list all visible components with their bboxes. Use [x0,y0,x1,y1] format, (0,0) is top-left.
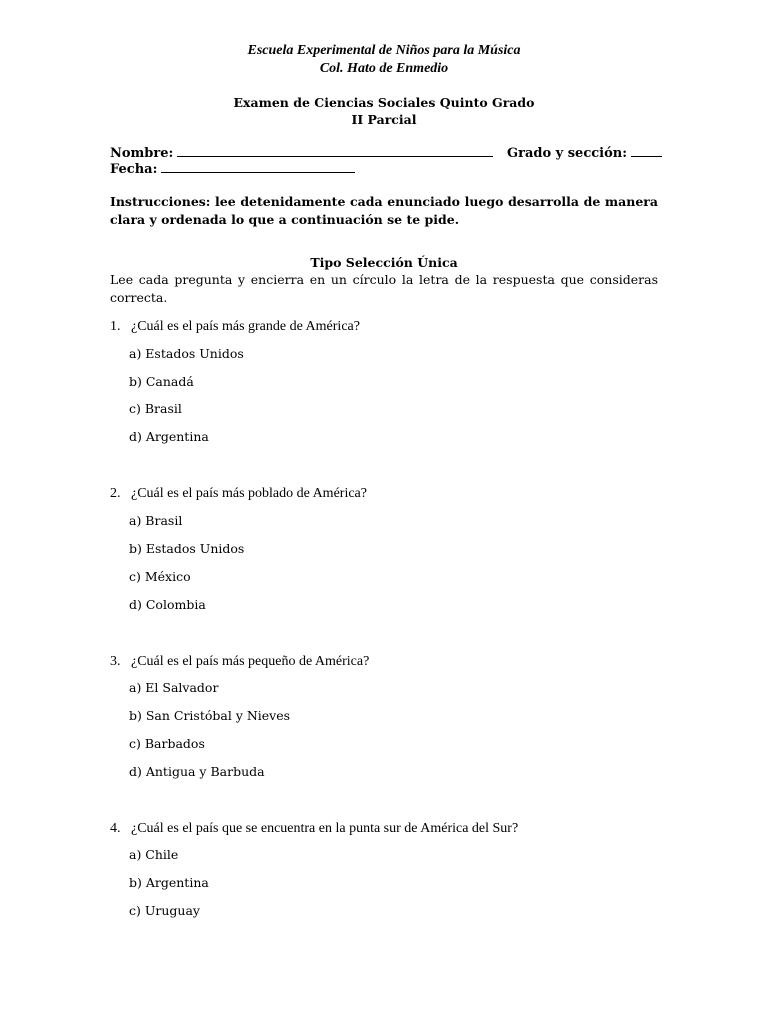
school-colony: Col. Hato de Enmedio [319,61,449,76]
exam-title: Examen de Ciencias Sociales Quinto Grado [233,95,535,110]
date-field-row [110,161,355,178]
question-number: 2. [110,486,121,501]
question-2 [110,485,367,502]
grade-field-row [507,145,662,162]
school-name: Escuela Experimental de Niños para la Música [247,43,521,58]
grade-label: Grado y sección: [507,146,628,161]
option-2a[interactable]: a) Brasil [129,513,183,528]
option-4c[interactable]: c) Uruguay [129,903,200,918]
question-1 [110,318,360,335]
question-number: 3. [110,654,121,669]
question-4 [110,820,518,837]
question-3 [110,653,369,670]
option-1d[interactable]: d) Argentina [129,429,209,444]
question-number: 1. [110,319,121,334]
option-3d[interactable]: d) Antigua y Barbuda [129,764,265,779]
date-label: Fecha: [110,162,158,177]
option-4a[interactable]: a) Chile [129,847,179,862]
name-blank-line [177,145,493,157]
question-number: 4. [110,821,121,836]
question-text: ¿Cuál es el país más poblado de América? [131,486,367,501]
option-3c[interactable]: c) Barbados [129,736,205,751]
exam-partial: II Parcial [351,112,417,127]
option-2c[interactable]: c) México [129,569,191,584]
grade-blank-line [631,145,662,157]
name-field-row [110,145,493,162]
option-2d[interactable]: d) Colombia [129,597,206,612]
question-text: ¿Cuál es el país que se encuentra en la punta sur de América del Sur? [131,821,519,836]
option-3b[interactable]: b) San Cristóbal y Nieves [129,708,291,723]
date-blank-line [161,161,355,173]
option-3a[interactable]: a) El Salvador [129,680,219,695]
option-4b[interactable]: b) Argentina [129,875,209,890]
option-1b[interactable]: b) Canadá [129,374,194,389]
section-title: Tipo Selección Única [310,255,458,270]
question-text: ¿Cuál es el país más pequeño de América? [131,654,370,669]
option-1c[interactable]: c) Brasil [129,401,182,416]
section-intro: Lee cada pregunta y encierra en un círculo la letra de la respuesta que consideras correcta. [110,272,658,305]
option-2b[interactable]: b) Estados Unidos [129,541,245,556]
name-label: Nombre: [110,146,174,161]
instructions: Instrucciones: lee detenidamente cada enunciado luego desarrolla de manera clara y ordenada lo que a continuación se te pide. [110,194,658,227]
question-text: ¿Cuál es el país más grande de América? [131,319,360,334]
option-1a[interactable]: a) Estados Unidos [129,346,244,361]
